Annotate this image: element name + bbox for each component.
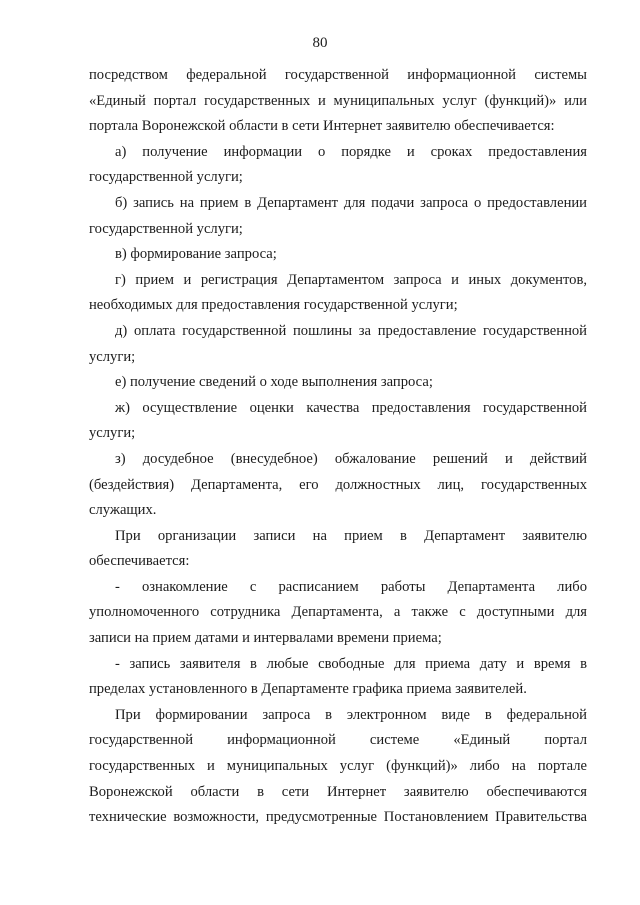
text-line: д) оплата государственной пошлины за предоставление государственной xyxy=(115,322,587,339)
text-line: ж) осуществление оценки качества предоставления государственной xyxy=(115,399,587,416)
text-line: Воронежской области в сети Интернет заявителю обеспечиваются xyxy=(89,783,587,800)
text-line: портала Воронежской области в сети Интернет заявителю обеспечивается: xyxy=(89,118,555,135)
text-line: технические возможности, предусмотренные Постановлением Правительства xyxy=(89,809,587,826)
document-body xyxy=(89,63,587,831)
text-line: - ознакомление с расписанием работы Департамента либо xyxy=(115,578,587,595)
text-line: з) досудебное (внесудебное) обжалование решений и действий xyxy=(115,450,587,467)
text-line: «Единый портал государственных и муниципальных услуг (функций)» или xyxy=(89,92,587,109)
text-line: - запись заявителя в любые свободные для приема дату и время в xyxy=(115,655,587,672)
text-line: услуги; xyxy=(89,348,136,365)
text-line: а) получение информации о порядке и сроках предоставления xyxy=(115,143,587,160)
text-line: При формировании запроса в электронном виде в федеральной xyxy=(115,706,587,723)
text-line: обеспечивается: xyxy=(89,553,190,570)
text-line: пределах установленного в Департаменте графика приема заявителей. xyxy=(89,681,527,698)
text-line: е) получение сведений о ходе выполнения запроса; xyxy=(115,374,433,391)
text-line: в) формирование запроса; xyxy=(115,246,277,263)
text-line: государственных и муниципальных услуг (функций)» либо на портале xyxy=(89,758,587,775)
text-line: При организации записи на прием в Департамент заявителю xyxy=(115,527,587,544)
text-line: услуги; xyxy=(89,425,136,442)
text-line: посредством федеральной государственной информационной системы xyxy=(89,67,587,83)
text-line: государственной информационной системе «Единый портал xyxy=(89,732,587,749)
page-number: 80 xyxy=(312,35,328,51)
text-line: (бездействия) Департамента, его должностных лиц, государственных xyxy=(89,476,587,493)
text-line: уполномоченного сотрудника Департамента, а также с доступными для xyxy=(89,604,587,621)
text-line: необходимых для предоставления государственной услуги; xyxy=(89,297,458,314)
text-line: б) запись на прием в Департамент для подачи запроса о предоставлении xyxy=(115,194,587,211)
text-line: государственной услуги; xyxy=(89,220,243,237)
text-line: государственной услуги; xyxy=(89,169,243,186)
text-line: служащих. xyxy=(89,502,157,519)
text-line: г) прием и регистрация Департаментом запроса и иных документов, xyxy=(115,271,587,288)
text-line: записи на прием датами и интервалами времени приема; xyxy=(89,630,442,647)
